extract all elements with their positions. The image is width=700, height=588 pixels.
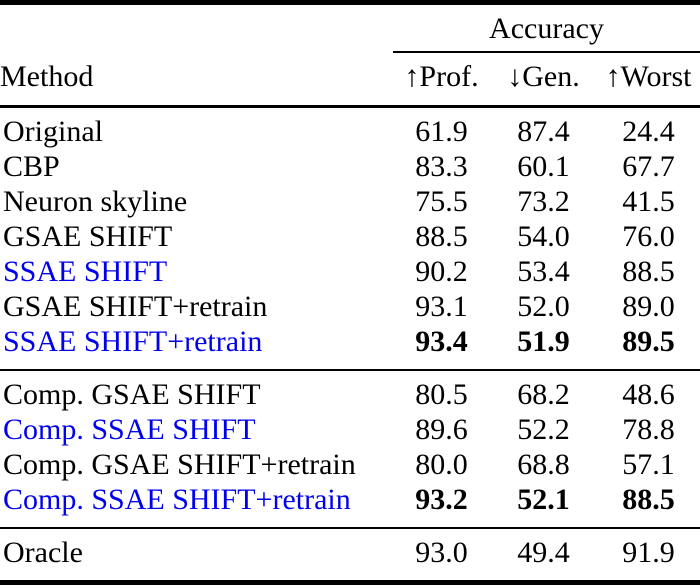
column-header-method: Method bbox=[0, 52, 393, 107]
column-header-row bbox=[0, 52, 700, 107]
table-row bbox=[0, 412, 700, 447]
table-row bbox=[0, 528, 700, 583]
value-cell-gen: 68.2 bbox=[490, 370, 597, 412]
method-cell: GSAE SHIFT bbox=[3, 220, 173, 253]
value-cell-prof: 61.9 bbox=[415, 115, 468, 148]
value-cell-gen: 53.4 bbox=[517, 255, 570, 288]
table-row bbox=[0, 149, 700, 184]
value-cell-worst: 88.5 bbox=[622, 483, 675, 516]
value-cell-prof: 93.2 bbox=[415, 483, 468, 516]
method-cell: Comp. SSAE SHIFT bbox=[3, 413, 256, 446]
value-cell-prof: 80.0 bbox=[415, 448, 468, 481]
value-cell-prof: 80.5 bbox=[393, 370, 490, 412]
value-cell-gen: 54.0 bbox=[517, 220, 570, 253]
value-cell-gen: 49.4 bbox=[490, 528, 597, 583]
value-cell-prof: 83.3 bbox=[415, 150, 468, 183]
value-cell-prof: 93.1 bbox=[415, 290, 468, 323]
value-cell-worst: 67.7 bbox=[622, 150, 675, 183]
table-row bbox=[0, 219, 700, 254]
method-cell: GSAE SHIFT+retrain bbox=[3, 290, 268, 323]
value-cell-prof: 88.5 bbox=[415, 220, 468, 253]
method-cell: SSAE SHIFT bbox=[3, 255, 168, 288]
table-section-2 bbox=[0, 370, 700, 528]
value-cell-worst: 88.5 bbox=[622, 255, 675, 288]
table-row bbox=[0, 107, 700, 150]
value-cell-worst: 89.5 bbox=[622, 325, 675, 358]
value-cell-prof: 89.6 bbox=[415, 413, 468, 446]
value-cell-gen: 68.8 bbox=[517, 448, 570, 481]
method-cell: SSAE SHIFT+retrain bbox=[3, 325, 263, 358]
table-row bbox=[0, 370, 700, 412]
table-header bbox=[0, 3, 700, 107]
method-cell: Comp. GSAE SHIFT bbox=[0, 370, 393, 412]
value-cell-gen: 52.1 bbox=[517, 483, 570, 516]
value-cell-worst: 57.1 bbox=[622, 448, 675, 481]
value-cell-worst: 76.0 bbox=[622, 220, 675, 253]
table-row bbox=[0, 184, 700, 219]
value-cell-gen: 87.4 bbox=[517, 115, 570, 148]
group-header-spacer bbox=[0, 3, 393, 53]
value-cell-gen: 52.0 bbox=[517, 290, 570, 323]
table-row bbox=[0, 324, 700, 370]
method-cell: Comp. SSAE SHIFT+retrain bbox=[3, 483, 351, 516]
value-cell-gen: 73.2 bbox=[517, 185, 570, 218]
method-cell: CBP bbox=[3, 150, 60, 183]
value-cell-worst: 89.0 bbox=[622, 290, 675, 323]
method-cell: Neuron skyline bbox=[3, 185, 188, 218]
method-cell: Comp. GSAE SHIFT+retrain bbox=[3, 448, 356, 481]
value-cell-worst: 78.8 bbox=[622, 413, 675, 446]
value-cell-worst: 24.4 bbox=[622, 115, 675, 148]
value-cell-prof: 93.0 bbox=[393, 528, 490, 583]
table-row bbox=[0, 254, 700, 289]
value-cell-prof: 75.5 bbox=[415, 185, 468, 218]
table-row bbox=[0, 447, 700, 482]
value-cell-gen: 60.1 bbox=[517, 150, 570, 183]
value-cell-gen: 51.9 bbox=[517, 325, 570, 358]
value-cell-worst: 41.5 bbox=[622, 185, 675, 218]
column-header-prof: ↑Prof. bbox=[393, 52, 490, 107]
group-header-row bbox=[0, 3, 700, 53]
table-section-1 bbox=[0, 107, 700, 371]
value-cell-worst: 48.6 bbox=[597, 370, 700, 412]
table-section-3 bbox=[0, 528, 700, 583]
method-cell: Oracle bbox=[0, 528, 393, 583]
accuracy-group-header: Accuracy bbox=[393, 3, 700, 53]
method-cell: Original bbox=[3, 115, 103, 148]
value-cell-gen: 52.2 bbox=[517, 413, 570, 446]
column-header-gen: ↓Gen. bbox=[490, 52, 597, 107]
value-cell-prof: 93.4 bbox=[415, 325, 468, 358]
table-row bbox=[0, 289, 700, 324]
value-cell-prof: 90.2 bbox=[415, 255, 468, 288]
table-row bbox=[0, 482, 700, 528]
value-cell-worst: 91.9 bbox=[597, 528, 700, 583]
column-header-worst: ↑Worst bbox=[597, 52, 700, 107]
